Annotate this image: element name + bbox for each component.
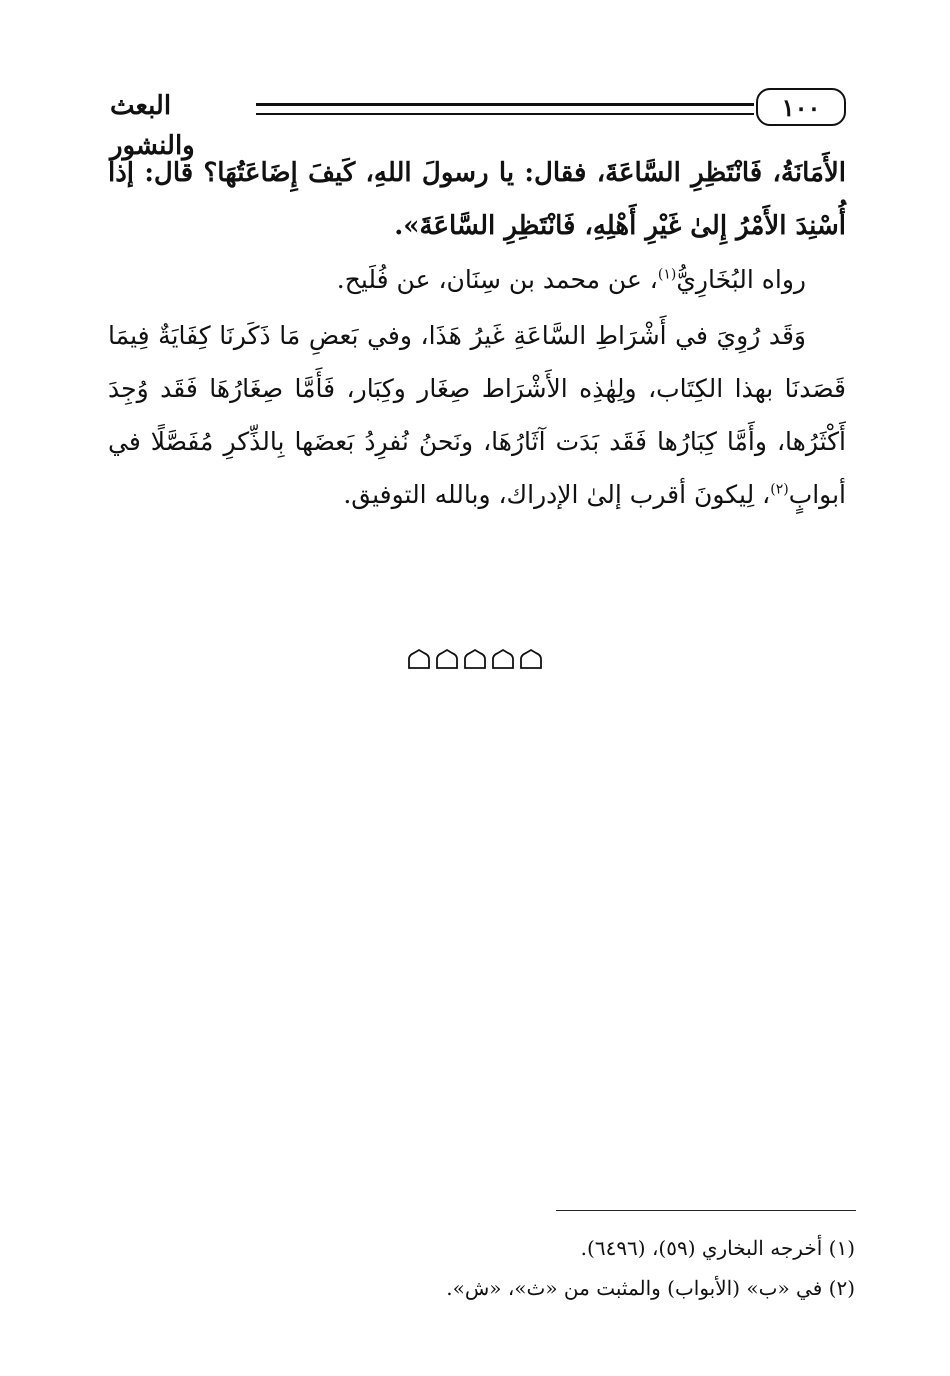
section-ornament	[0, 648, 950, 670]
arch-ornament-icon	[518, 648, 544, 670]
footnote-separator	[556, 1210, 856, 1211]
footnote-2: (٢) في «ب» (الأبواب) والمثبت من «ث»، «ش».	[446, 1276, 855, 1300]
body-paragraph	[108, 309, 846, 521]
hadith-text: الأَمَانَةُ، فَانْتَظِرِ السَّاعَةَ، فقال: يا رسولَ اللهِ، كَيفَ إِضَاعَتُهَا؟ قال: إذا أُسْنِدَ الأَمْرُ إِلىٰ غَيْرِ أَهْلِهِ، فَانْتَظِرِ السَّاعَةَ».	[108, 158, 846, 241]
paragraph-text-end: ، لِيكونَ أقرب إلىٰ الإدراك، وبالله التوفيق.	[343, 480, 771, 509]
book-title: البعث والنشور	[110, 91, 195, 161]
page-header	[110, 86, 846, 161]
footnote-ref-1: (١)	[657, 266, 677, 283]
narration-text-end: ، عن محمد بن سِنَان، عن فُلَيح.	[336, 265, 658, 294]
narration-line	[108, 253, 846, 306]
narration-text: رواه البُخَارِيُّ	[676, 265, 806, 294]
page-number: ١٠٠	[756, 88, 846, 126]
arch-ornament-icon	[406, 648, 432, 670]
header-rule	[256, 103, 754, 115]
footnote-ref-2: (٢)	[770, 481, 789, 498]
arch-ornament-icon	[462, 648, 488, 670]
arch-ornament-icon	[490, 648, 516, 670]
arch-ornament-icon	[434, 648, 460, 670]
footnotes	[300, 1228, 855, 1308]
footnote-1: (١) أخرجه البخاري (٥٩)، (٦٤٩٦).	[580, 1236, 855, 1260]
paragraph-text: وَقَد رُوِيَ في أَشْرَاطِ السَّاعَةِ غَيرُ هَذَا، وفي بَعضِ مَا ذَكَرنَا كِفَايَةٌ فِيمَا قَصَدنَا بهذا الكِتَاب، ولِهٰذِه الأَشْرَاط صِغَار وكِبَار، فَأَمَّا صِغَارُهَا فَقَد وُجِدَ أَكْثَرُها، وأَمَّا كِبَارُها فَقَد بَدَت آثَارُهَا، ونَحنُ نُفرِدُ بَعضَها بِالذِّكرِ مُفَصَّلًا في أبوابٍ	[108, 321, 846, 509]
